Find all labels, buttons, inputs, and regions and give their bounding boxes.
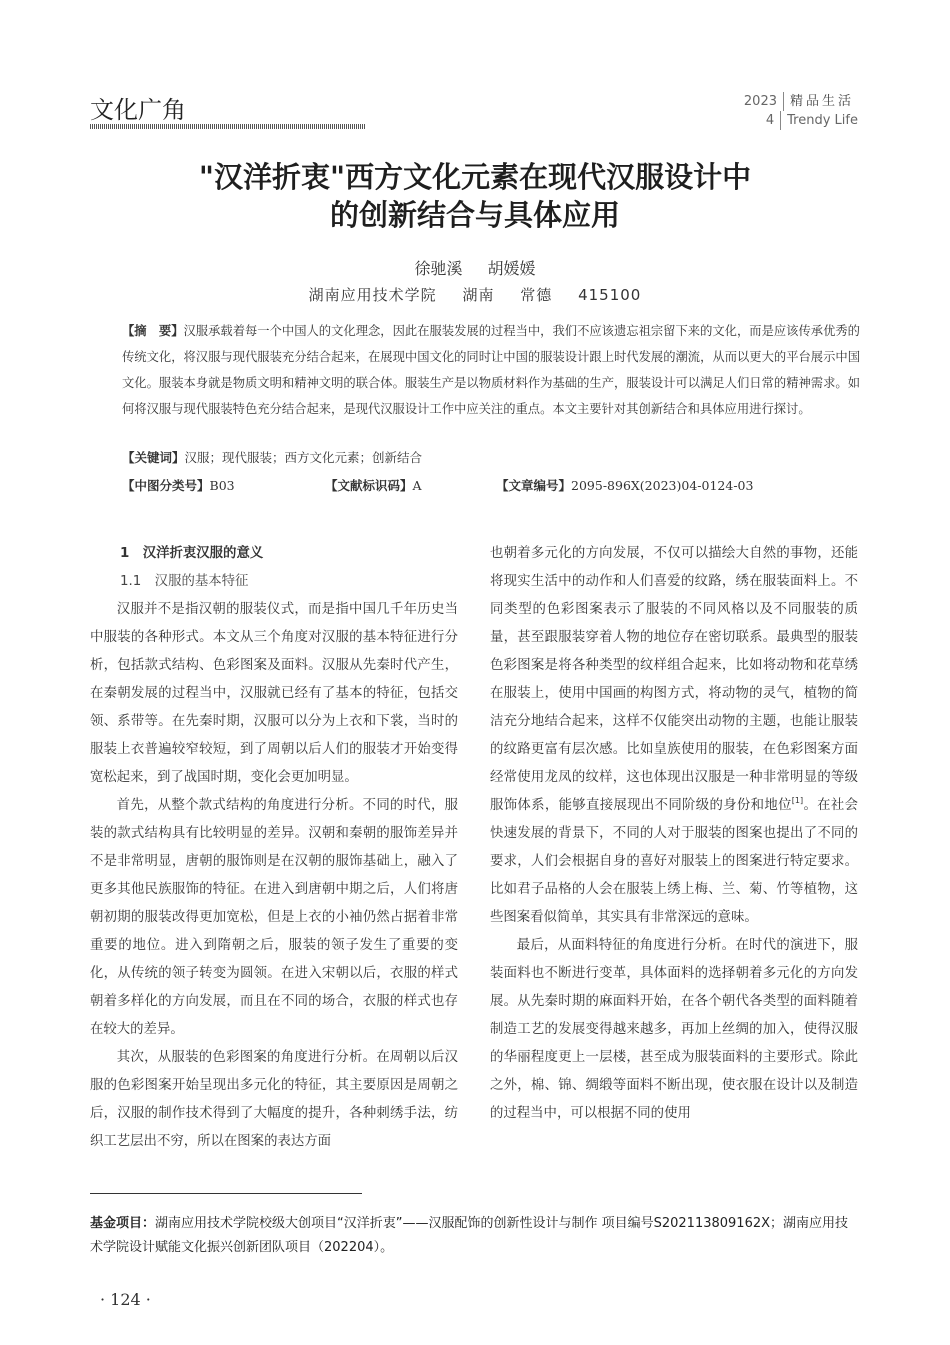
funding-text: 湖南应用技术学院校级大创项目“汉洋折衷”——汉服配饰的创新性设计与制作 项目编号S202113809162X；湖南应用技术学院设计赋能文化振兴创新团队项目（202204）。 — [90, 1216, 849, 1255]
journal-issue: 4 — [766, 111, 781, 130]
funding-label: 基金项目： — [90, 1216, 156, 1231]
author-2: 胡媛媛 — [487, 259, 536, 278]
subsection-heading: 1.1 汉服的基本特征 — [120, 574, 249, 589]
article-number-value: 2095-896X(2023)04-0124-03 — [571, 478, 754, 493]
author-1: 徐驰溪 — [414, 259, 463, 278]
doc-code — [325, 476, 422, 494]
title-line-1: "汉洋折衷"西方文化元素在现代汉服设计中 — [198, 160, 752, 194]
body-left-column — [90, 540, 458, 1156]
journal-year: 2023 — [744, 92, 784, 111]
doc-code-value: A — [412, 478, 422, 493]
section-rule — [90, 124, 366, 129]
paragraph-2: 首先，从整个款式结构的角度进行分析。不同的时代，服装的款式结构具有比较明显的差异。汉朝和秦朝的服饰差异并不是非常明显，唐朝的服饰则是在汉朝的服饰基础上，融入了更多其他民族服饰的特征。在进入到唐朝中期之后，人们将唐朝初期的服装改得更加宽松，但是上衣的小袖仍然占据着非常重要的地位。进入到隋朝之后，服装的领子发生了重要的变化，从传统的领子转变为圆领。在进入宋朝以后，衣服的样式朝着多样化的方向发展，而且在不同的场合，衣服的样式也存在较大的差异。 — [90, 798, 458, 1037]
journal-name-cn: 精品生活 — [790, 94, 855, 109]
keywords-label: 【关键词】 — [122, 450, 185, 465]
paragraph-3-continued — [490, 540, 858, 932]
keywords — [122, 448, 422, 466]
affiliation-city: 常德 — [520, 286, 553, 304]
section-heading: 1 汉洋折衷汉服的意义 — [120, 546, 264, 561]
paragraph-4: 最后，从面料特征的角度进行分析。在时代的演进下，服装面料也不断进行变革，具体面料的选择朝着多元化的方向发展。从先秦时期的麻面料开始，在各个朝代各类型的面料随着制造工艺的发展变得越来越多，再加上丝绸的加入，使得汉服的华丽程度更上一层楼，甚至成为服装面料的主要形式。除此之外，棉、锦、绸缎等面料不断出现，使衣服在设计以及制造的过程当中，可以根据不同的使用 — [490, 938, 858, 1121]
journal-header — [744, 92, 858, 130]
paragraph-3-part-c: 。在社会快速发展的背景下，不同的人对于服装的图案也提出了不同的要求，人们会根据自身的喜好对服装上的图案进行特定要求。比如君子品格的人会在服装上绣上梅、兰、菊、竹等植物，这些图案看似简单，其实具有非常深远的意味。 — [490, 798, 859, 925]
doc-code-label: 【文献标识码】 — [325, 478, 413, 493]
affiliation-school: 湖南应用技术学院 — [308, 286, 437, 304]
affiliation-province: 湖南 — [462, 286, 495, 304]
abstract — [122, 318, 860, 422]
clc-label: 【中图分类号】 — [122, 478, 210, 493]
abstract-label: 【摘 要】 — [122, 324, 184, 338]
clc-number — [122, 476, 235, 494]
footnote-rule — [90, 1193, 362, 1194]
clc-value: B03 — [209, 478, 235, 493]
section-tag: 文化广角 — [90, 96, 186, 124]
affiliation — [0, 284, 950, 305]
paragraph-1: 汉服并不是指汉朝的服装仪式，而是指中国几千年历史当中服装的各种形式。本文从三个角度对汉服的基本特征进行分析，包括款式结构、色彩图案及面料。汉服从先秦时代产生，在秦朝发展的过程当中，汉服就已经有了基本的特征，包括交领、系带等。在先秦时期，汉服可以分为上衣和下裳，当时的服装上衣普遍较窄较短，到了周朝以后人们的服装才开始变得宽松起来，到了战国时期，变化会更加明显。 — [90, 602, 458, 785]
authors — [0, 256, 950, 279]
citation-ref: [1] — [791, 796, 804, 805]
article-number-label: 【文章编号】 — [496, 478, 572, 493]
body-right-column — [490, 540, 858, 1128]
journal-name-en: Trendy Life — [787, 113, 858, 128]
title-line-2: 的创新结合与具体应用 — [329, 198, 620, 232]
article-title — [0, 158, 950, 234]
paragraph-3-part-b: 也朝着多元化的方向发展，不仅可以描绘大自然的事物，还能将现实生活中的动作和人们喜爱的纹路，绣在服装面料上。不同类型的色彩图案表示了服装的不同风格以及不同服装的质量，甚至跟服装穿着人物的地位存在密切联系。最典型的服装色彩图案是将各种类型的纹样组合起来，比如将动物和花草绣在服装上，使用中国画的构图方式，将动物的灵气，植物的简洁充分地结合起来，这样不仅能突出动物的主题，也能让服装的纹路更富有层次感。比如皇族使用的服装，在色彩图案方面经常使用龙凤的纹样，这也体现出汉服是一种非常明显的等级服饰体系，能够直接展现出不同阶级的身份和地位 — [490, 546, 858, 813]
paragraph-3: 其次，从服装的色彩图案的角度进行分析。在周朝以后汉服的色彩图案开始呈现出多元化的特征，其主要原因是周朝之后，汉服的制作技术得到了大幅度的提升，各种刺绣手法，纺织工艺层出不穷，所以在图案的表达方面 — [90, 1050, 458, 1149]
affiliation-postcode: 415100 — [578, 286, 642, 304]
article-number — [496, 476, 753, 494]
keywords-text: 汉服；现代服装；西方文化元素；创新结合 — [184, 450, 423, 465]
abstract-text: 汉服承载着每一个中国人的文化理念，因此在服装发展的过程当中，我们不应该遗忘祖宗留下来的文化，而是应该传承优秀的传统文化，将汉服与现代服装充分结合起来，在展现中国文化的同时让中国的服装设计跟上时代发展的潮流，从而以更大的平台展示中国文化。服装本身就是物质文明和精神文明的联合体。服装生产是以物质材料作为基础的生产，服装设计可以满足人们日常的精神需求。如何将汉服与现代服装特色充分结合起来，是现代汉服设计工作中应关注的重点。本文主要针对其创新结合和具体应用进行探讨。 — [122, 324, 860, 416]
funding-footnote — [90, 1212, 860, 1260]
page-number: · 124 · — [100, 1290, 151, 1309]
